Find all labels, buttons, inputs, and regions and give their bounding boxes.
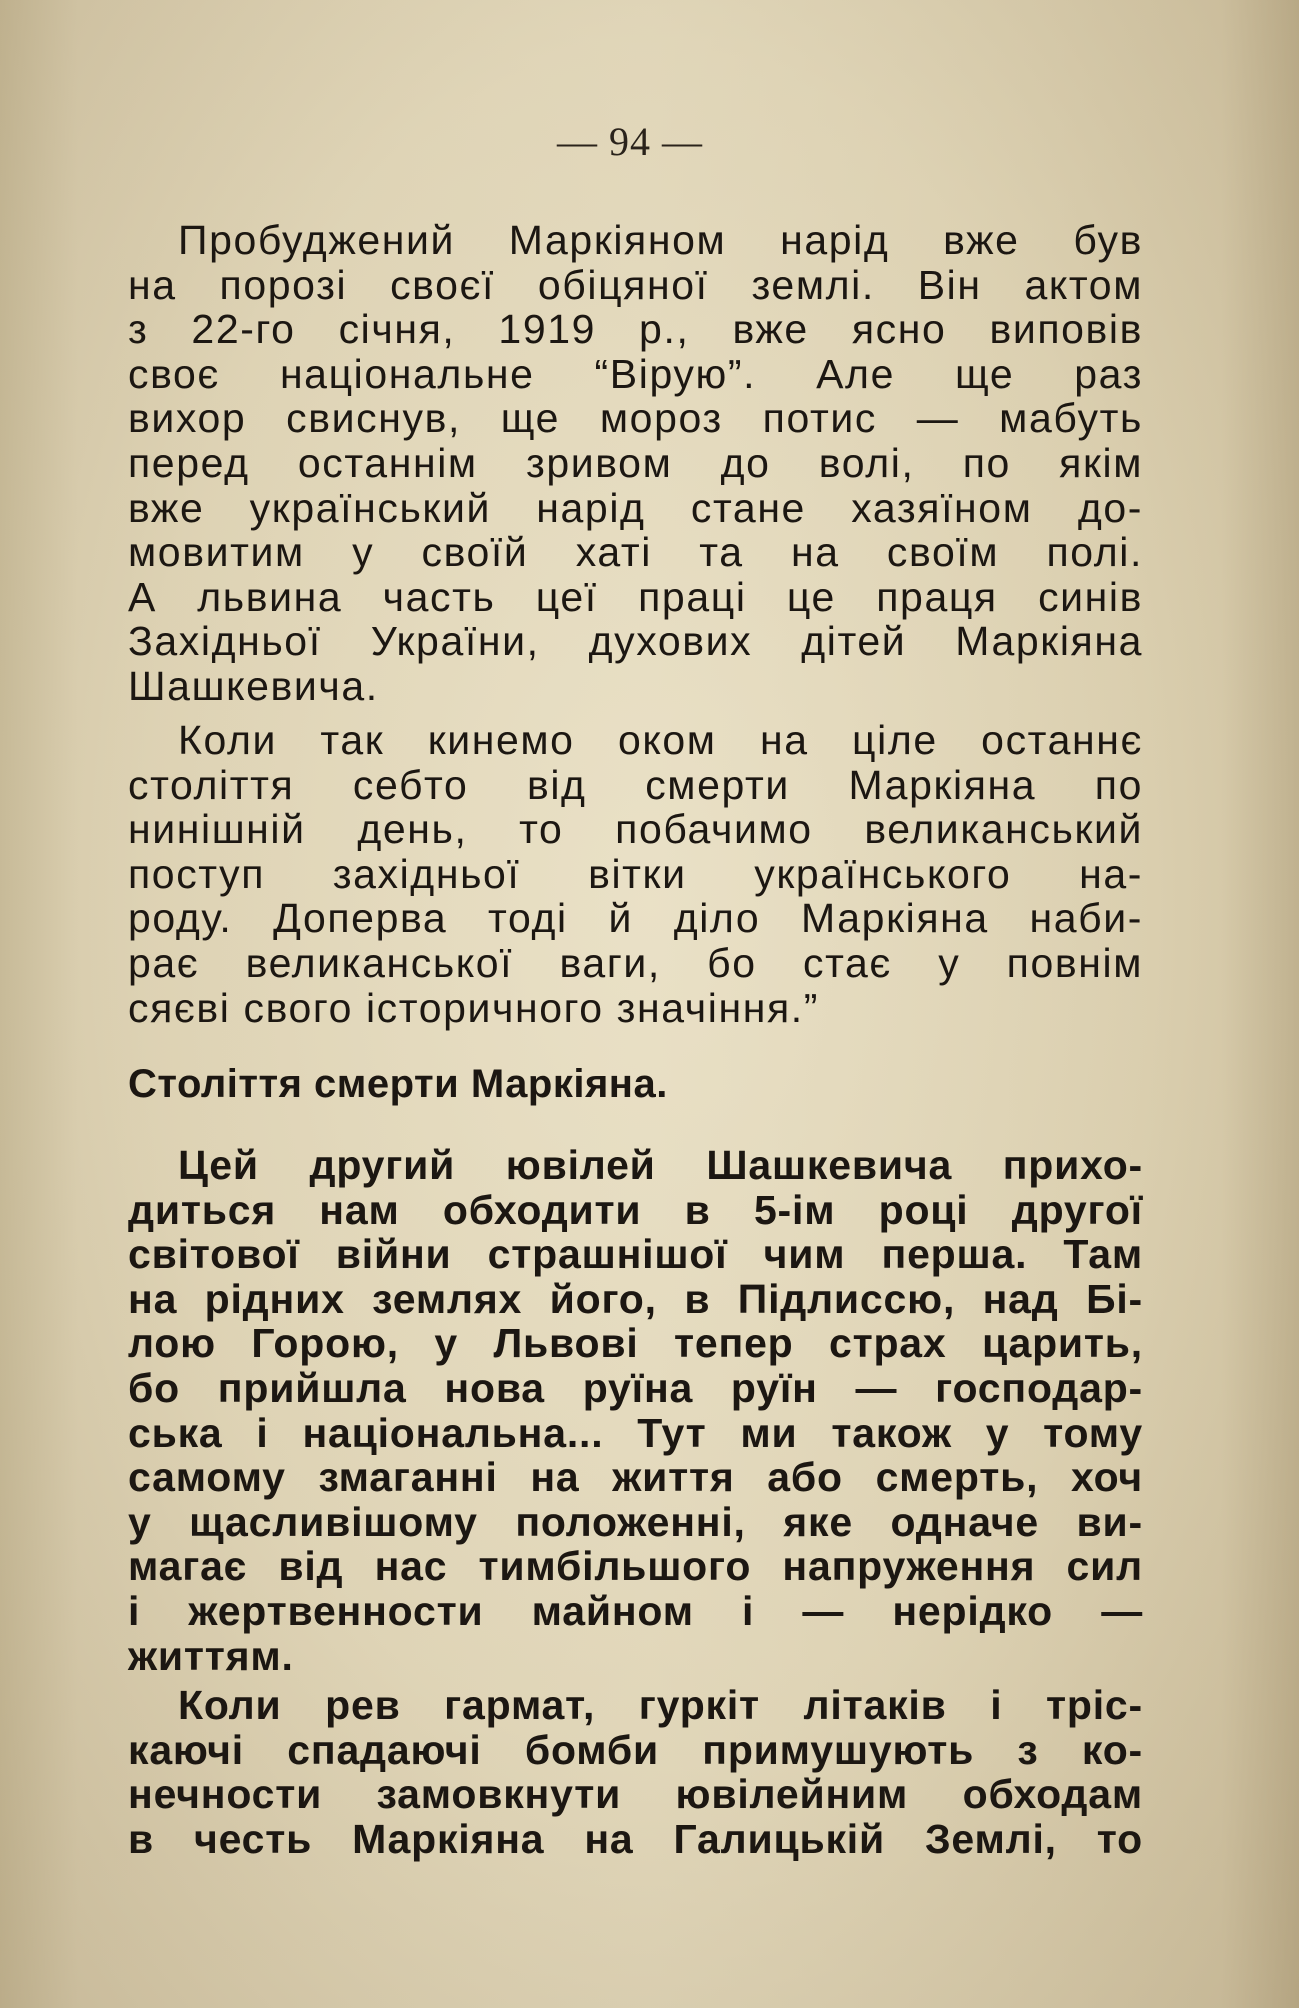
text-line: життям. [128,1632,294,1679]
text-line: на порозі своєї обіцяної землі. Він актом [128,261,1143,308]
text-line: каючі спадаючі бомби примушують з ко- [128,1726,1143,1773]
text-line: з 22-го січня, 1919 р., вже ясно виповів [128,306,1143,353]
text-line: своє національне “Вірую”. Але ще раз [128,350,1143,397]
text-line: і жертвенности майном і — нерідко — [128,1587,1143,1634]
paragraph-4 [128,1683,1143,1861]
text-line: магає від нас тимбільшого напруження сил [128,1543,1143,1590]
text-line: нечности замовкнути ювілейним обходам [128,1771,1143,1818]
text-line: в честь Маркіяна на Галицькій Землі, то [128,1815,1143,1862]
text-line: вихор свиснув, ще мороз потис — мабуть [128,395,1143,442]
text-line: Західньої України, духових дітей Маркіяна [128,618,1143,665]
text-line: поступ західньої вітки українського на- [128,850,1143,897]
text-line: Коли так кинемо оком на ціле останнє [178,717,1143,763]
page-number: — 94 — [557,119,703,164]
text-line: у щасливішому положенні, яке одначе ви- [128,1498,1143,1545]
text-line: лою Горою, у Львові тепер страх царить, [128,1320,1143,1367]
text-line: мовитим у своїй хаті та на своїм полі. [128,529,1143,576]
paragraph-1 [128,218,1143,709]
text-line: сяєві свого історичного значіння.” [128,984,820,1031]
text-line: Цей другий ювілей Шашкевича прихо- [178,1142,1143,1188]
text-line: на рідних землях його, в Підлиссю, над Бі- [128,1275,1143,1322]
text-line: нинішній день, то побачимо великанський [128,806,1143,853]
text-line: рає великанської ваги, бо стає у повнім [128,939,1143,986]
text-line: століття себто від смерти Маркіяна по [128,761,1143,808]
text-line: вже український нарід стане хазяїном до- [128,484,1143,531]
text-line: Пробуджений Маркіяном нарід вже був [178,217,1143,263]
paragraph-2 [128,718,1143,1030]
text-line: А львина часть цеї праці це праця синів [128,573,1143,620]
text-line: перед останнім зривом до волі, по якім [128,439,1143,486]
text-line: ська і національна... Тут ми також у тому [128,1409,1143,1456]
text-line: роду. Доперва тоді й діло Маркіяна наби- [128,895,1143,942]
paragraph-3 [128,1143,1143,1678]
text-line: диться нам обходити в 5-ім році другої [128,1186,1143,1233]
text-line: Шашкевича. [128,662,379,709]
text-line: самому змаганні на життя або смерть, хоч [128,1454,1143,1501]
text-line: Коли рев гармат, гуркіт літаків і тріс- [178,1682,1143,1728]
section-heading: Століття смерти Маркіяна. [128,1062,668,1106]
text-line: світової війни страшнішої чим перша. Там [128,1231,1143,1278]
text-line: бо прийшла нова руїна руїн — господар- [128,1364,1143,1411]
